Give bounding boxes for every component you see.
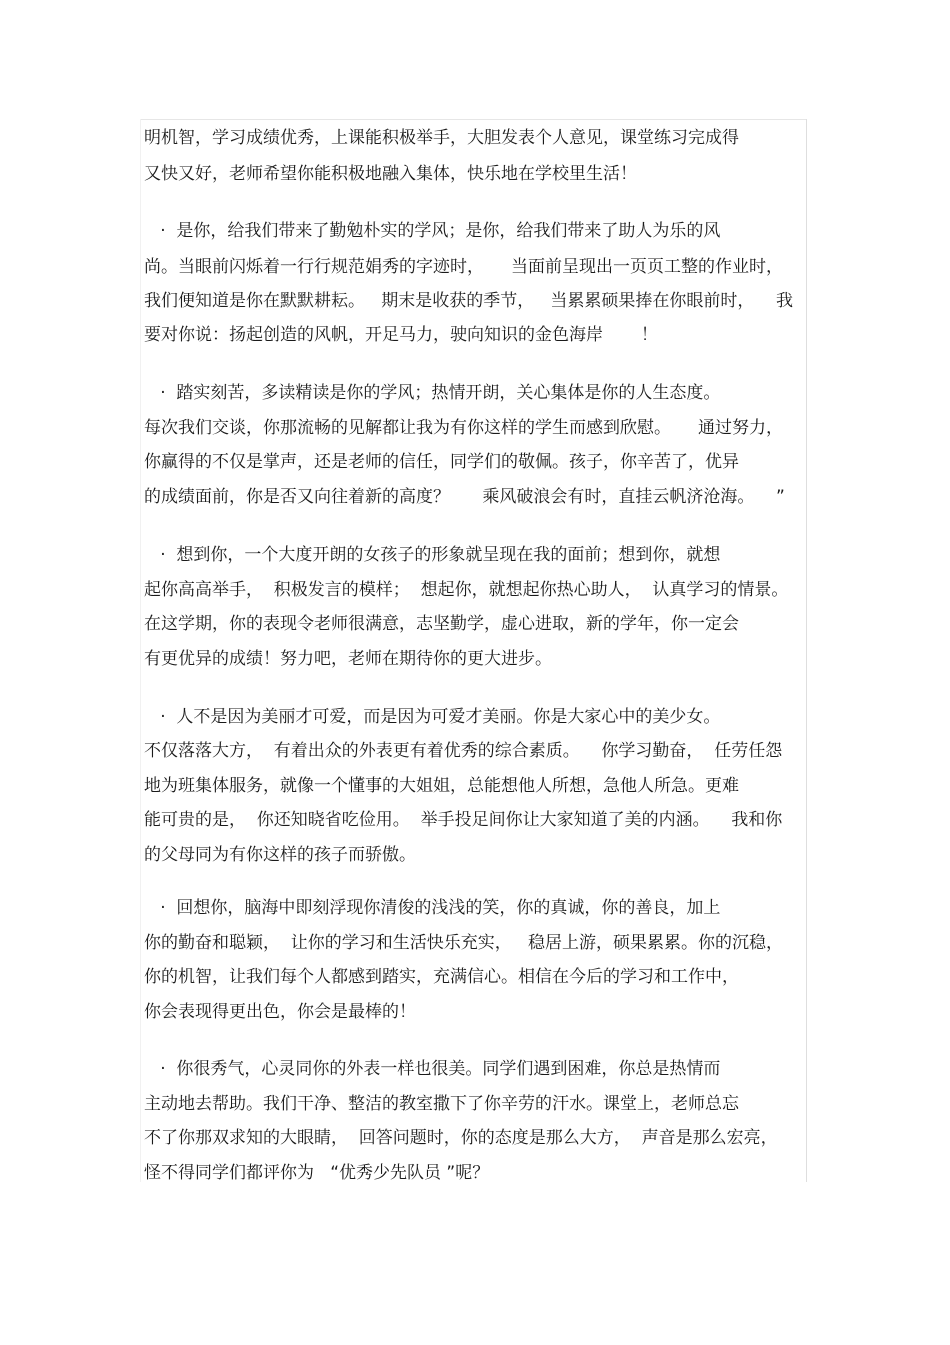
text-line: · 想到你，一个大度开朗的女孩子的形象就呈现在我的面前；想到你，就想	[144, 545, 721, 565]
text-line: 你的勤奋和聪颖， 让你的学习和生活快乐充实， 稳居上游，硕果累累。你的沉稳，	[144, 933, 784, 953]
text-line: 我们便知道是你在默默耕耘。 期末是收获的季节， 当累累硕果捧在你眼前时， 我	[144, 291, 794, 311]
text-line: 主动地去帮助。我们干净、整洁的教室撒下了你辛劳的汗水。课堂上，老师总忘	[144, 1094, 739, 1114]
text-line: 又快又好，老师希望你能积极地融入集体，快乐地在学校里生活！	[144, 164, 637, 184]
text-line: 不了你那双求知的大眼睛， 回答问题时，你的态度是那么大方， 声音是那么宏亮，	[144, 1128, 778, 1148]
text-line: 能可贵的是， 你还知晓省吃俭用。 举手投足间你让大家知道了美的内涵。 我和你	[144, 810, 783, 830]
text-line: 你赢得的不仅是掌声，还是老师的信任，同学们的敬佩。孩子，你辛苦了，优异	[144, 452, 739, 472]
text-line: 有更优异的成绩！努力吧，老师在期待你的更大进步。	[144, 649, 552, 669]
text-line: 你会表现得更出色，你会是最棒的！	[144, 1002, 416, 1022]
text-line: 你的机智，让我们每个人都感到踏实，充满信心。相信在今后的学习和工作中，	[144, 967, 739, 987]
text-line: 地为班集体服务，就像一个懂事的大姐姐，总能想他人所想，急他人所急。更难	[144, 776, 739, 796]
page-border-top	[140, 119, 807, 120]
text-line: · 踏实刻苦，多读精读是你的学风；热情开朗，关心集体是你的人生态度。	[144, 383, 721, 403]
text-line: 怪不得同学们都评你为 “优秀少先队员 ”呢？	[144, 1163, 490, 1183]
text-line: · 你很秀气，心灵同你的外表一样也很美。同学们遇到困难，你总是热情而	[144, 1059, 721, 1079]
text-line: 在这学期，你的表现令老师很满意，志坚勤学，虚心进取，新的学年，你一定会	[144, 614, 739, 634]
page-border-right	[806, 119, 807, 1182]
page-border-left	[140, 119, 141, 1182]
text-line: 的成绩面前，你是否又向往着新的高度？ 乘风破浪会有时，直挂云帆济沧海。 ”	[144, 487, 785, 507]
text-line: 的父母同为有你这样的孩子而骄傲。	[144, 845, 416, 865]
text-line: · 回想你，脑海中即刻浮现你清俊的浅浅的笑，你的真诚，你的善良，加上	[144, 898, 721, 918]
text-line: 起你高高举手， 积极发言的模样； 想起你，就想起你热心助人， 认真学习的情景。	[144, 580, 789, 600]
text-line: 不仅落落大方， 有着出众的外表更有着优秀的综合素质。 你学习勤奋， 任劳任怨	[144, 741, 783, 761]
text-line: 每次我们交谈，你那流畅的见解都让我为有你这样的学生而感到欣慰。 通过努力，	[144, 418, 784, 438]
text-line: 尚。当眼前闪烁着一行行规范娟秀的字迹时， 当面前呈现出一页页工整的作业时，	[144, 257, 784, 277]
text-line: · 是你，给我们带来了勤勉朴实的学风；是你，给我们带来了助人为乐的风	[144, 221, 721, 241]
text-line: 明机智，学习成绩优秀，上课能积极举手，大胆发表个人意见，课堂练习完成得	[144, 128, 739, 148]
text-line: 要对你说：扬起创造的风帆，开足马力，驶向知识的金色海岸 ！	[144, 325, 658, 345]
text-line: · 人不是因为美丽才可爱，而是因为可爱才美丽。你是大家心中的美少女。	[144, 707, 721, 727]
